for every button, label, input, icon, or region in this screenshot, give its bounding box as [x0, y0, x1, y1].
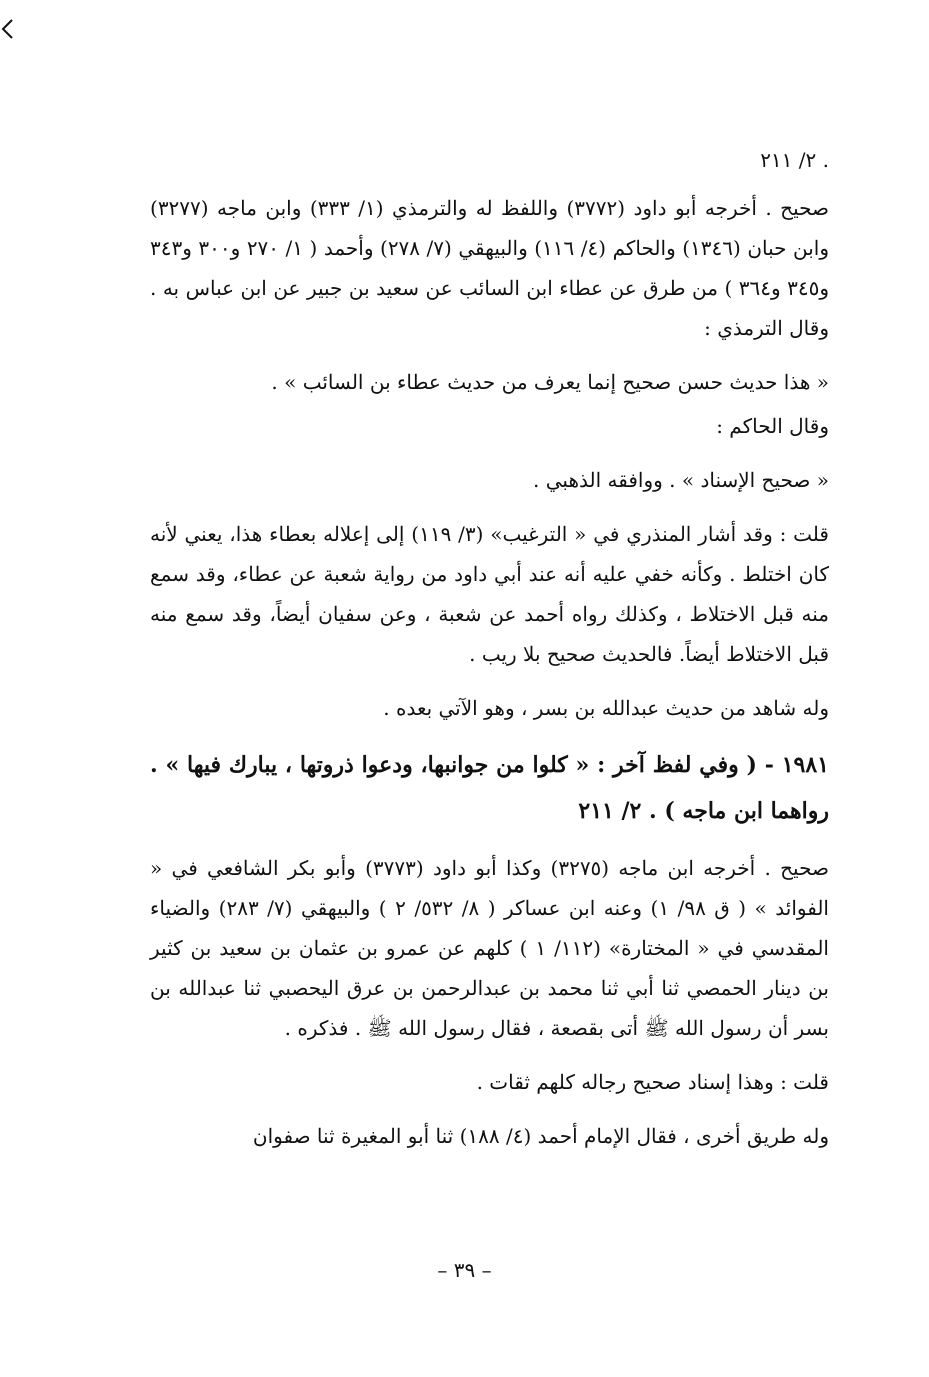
paragraph-witness: وله شاهد من حديث عبدالله بن بسر ، وهو الآتي بعده . [383, 696, 829, 720]
paragraph-takhrij-2: صحيح . أخرجه ابن ماجه (٣٢٧٥) وكذا أبو داود (٣٧٧٣) وأبو بكر الشافعي في « الفوائد » ( ق ٩٨/ ١) وعنه ابن عساكر ( ٨/ ٥٣٢/ ٢ ) والبيهقي (٧/ ٢٨٣) والضياء المقدسي في « المختارة» (١١٢/ ١ ) كلهم عن عمرو بن عثمان بن سعيد بن كثير بن دينار الحمصي ثنا أبي ثنا محمد بن عبدالرحمن بن عرق اليحصبي ثنا عبدالله بن بسر أن رسول الله ﷺ أتى بقصعة ، فقال رسول الله ﷺ . فذكره . [150, 856, 829, 1040]
quote-tirmidhi: « هذا حديث حسن صحيح إنما يعرف من حديث عطاء بن السائب » . [271, 370, 829, 394]
bracket-mark-icon [0, 18, 14, 40]
page-body [150, 140, 829, 1170]
hadith-number: ١٩٨١ [781, 752, 829, 778]
paragraph-comment-1: قلت : وقد أشار المنذري في « الترغيب» (٣/ ١١٩) إلى إعلاله بعطاء هذا، يعني لأنه كان اختلط . وكأنه خفي عليه أنه عند أبي داود من رواية شعبة عن عطاء، وقد سمع منه قبل الاختلاط ، وكذلك رواه أحمد عن شعبة ، وعن سفيان أيضاً، وقد سمع منه قبل الاختلاط أيضاً. فالحديث صحيح بلا ريب . [150, 522, 829, 666]
hakim-intro: وقال الحاكم : [716, 414, 829, 438]
paragraph-takhrij-1: صحيح . أخرجه أبو داود (٣٧٧٢) واللفظ له والترمذي (١/ ٣٣٣) وابن ماجه (٣٢٧٧) وابن حبان (١٣٤٦) والحاكم (٤/ ١١٦) والبيهقي (٧/ ٢٧٨) وأحمد ( ١/ ٢٧٠ و٣٠٠ و٣٤٣ و٣٤٥ و٣٦٤ ) من طرق عن عطاء ابن السائب عن سعيد بن جبير عن ابن عباس به . وقال الترمذي : [150, 196, 830, 340]
hadith-text: - ( وفي لفظ آخر : « كلوا من جوانبها، ودعوا ذروتها ، يبارك فيها » . رواهما ابن ماجه ) . ٢/ ٢١١ [150, 752, 829, 824]
quote-hakim: « صحيح الإسناد » . ووافقه الذهبي . [533, 468, 829, 492]
page-number: – ٣٩ – [437, 1258, 492, 1282]
top-reference: . ٢/ ٢١١ [760, 148, 829, 172]
paragraph-another-route: وله طريق أخرى ، فقال الإمام أحمد (٤/ ١٨٨) ثنا أبو المغيرة ثنا صفوان [252, 1124, 829, 1148]
paragraph-comment-2: قلت : وهذا إسناد صحيح رجاله كلهم ثقات . [476, 1070, 829, 1094]
hadith-heading [150, 742, 829, 834]
